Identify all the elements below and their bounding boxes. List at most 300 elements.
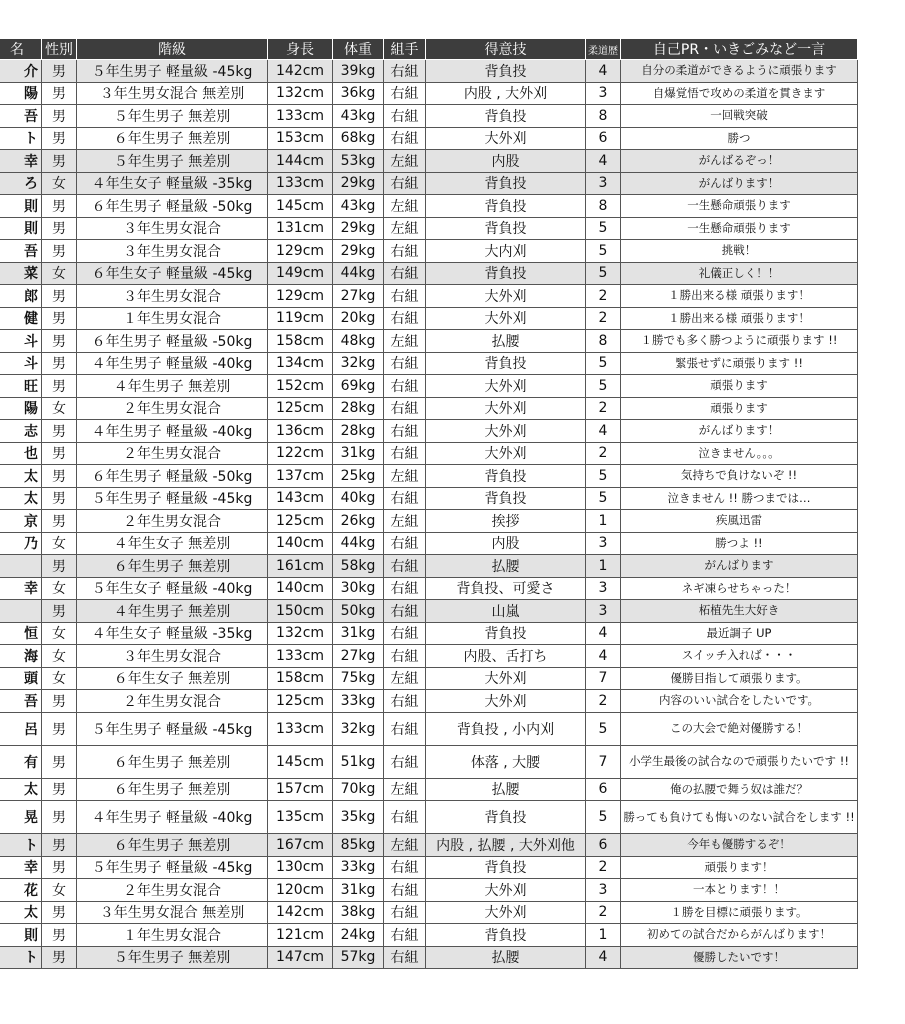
- player-height: 167cm: [268, 834, 333, 857]
- player-experience: 5: [586, 712, 621, 745]
- header-experience: 柔道歴: [586, 39, 621, 60]
- player-division: ４年生男子 軽量級 -40kg: [77, 352, 268, 375]
- player-sex: 男: [42, 60, 77, 83]
- player-height: 136cm: [268, 420, 333, 443]
- player-name: ろ: [0, 172, 42, 195]
- player-sex: 男: [42, 420, 77, 443]
- player-comment: この大会で絶対優勝する！: [621, 712, 858, 745]
- player-sex: 男: [42, 600, 77, 623]
- player-technique: 背負投: [426, 105, 586, 128]
- player-comment: １勝出来る様 頑張ります！: [621, 307, 858, 330]
- player-division: ６年生男子 無差別: [77, 834, 268, 857]
- player-weight: 70kg: [333, 778, 384, 801]
- player-grip: 左組: [384, 195, 426, 218]
- player-comment: 小学生最後の試合なので頑張りたいです !!: [621, 745, 858, 778]
- player-grip: 左組: [384, 778, 426, 801]
- player-experience: 6: [586, 127, 621, 150]
- player-sex: 男: [42, 465, 77, 488]
- player-sex: 男: [42, 856, 77, 879]
- player-weight: 38kg: [333, 901, 384, 924]
- player-name: 健: [0, 307, 42, 330]
- player-experience: 3: [586, 172, 621, 195]
- player-weight: 57kg: [333, 946, 384, 969]
- table-row: [0, 667, 858, 690]
- player-comment: 優勝したいです！: [621, 946, 858, 969]
- player-comment: 柘植先生大好き: [621, 600, 858, 623]
- player-experience: 6: [586, 834, 621, 857]
- player-experience: 4: [586, 150, 621, 173]
- player-division: ３年生男女混合: [77, 240, 268, 263]
- player-sex: 男: [42, 127, 77, 150]
- player-grip: 右組: [384, 82, 426, 105]
- player-comment: 内容のいい試合をしたいです。: [621, 690, 858, 713]
- player-experience: 5: [586, 801, 621, 834]
- player-technique: 内股、舌打ち: [426, 645, 586, 668]
- player-experience: 1: [586, 924, 621, 947]
- player-height: 130cm: [268, 856, 333, 879]
- player-grip: 右組: [384, 924, 426, 947]
- player-comment: １勝を目標に頑張ります。: [621, 901, 858, 924]
- player-experience: 2: [586, 307, 621, 330]
- player-height: 122cm: [268, 442, 333, 465]
- table-row: [0, 924, 858, 947]
- player-name: 斗: [0, 352, 42, 375]
- player-sex: 男: [42, 105, 77, 128]
- player-technique: 大外刈: [426, 127, 586, 150]
- player-comment: 頑張ります！: [621, 856, 858, 879]
- player-technique: 払腰: [426, 946, 586, 969]
- player-comment: 初めての試合だからがんばります！: [621, 924, 858, 947]
- table-row: [0, 82, 858, 105]
- player-sex: 男: [42, 745, 77, 778]
- player-height: 152cm: [268, 375, 333, 398]
- player-height: 121cm: [268, 924, 333, 947]
- table-row: [0, 105, 858, 128]
- player-experience: 2: [586, 397, 621, 420]
- player-sex: 男: [42, 555, 77, 578]
- player-experience: 8: [586, 195, 621, 218]
- player-weight: 27kg: [333, 285, 384, 308]
- player-experience: 2: [586, 856, 621, 879]
- player-technique: 内股 , 払腰 , 大外刈他: [426, 834, 586, 857]
- table-row: [0, 555, 858, 578]
- player-comment: がんばります！: [621, 172, 858, 195]
- table-row: [0, 375, 858, 398]
- player-weight: 20kg: [333, 307, 384, 330]
- player-name: 郎: [0, 285, 42, 308]
- player-height: 120cm: [268, 879, 333, 902]
- header-rank: 階級: [77, 39, 268, 60]
- player-comment: 一生懸命頑張ります: [621, 217, 858, 240]
- player-sex: 男: [42, 352, 77, 375]
- table-row: [0, 442, 858, 465]
- player-sex: 男: [42, 82, 77, 105]
- player-division: ５年生男子 無差別: [77, 150, 268, 173]
- player-name: 晃: [0, 801, 42, 834]
- player-comment: 礼儀正しく！！: [621, 262, 858, 285]
- table-row: [0, 600, 858, 623]
- player-technique: 背負投: [426, 352, 586, 375]
- player-experience: 7: [586, 667, 621, 690]
- table-row: [0, 487, 858, 510]
- player-experience: 5: [586, 375, 621, 398]
- player-height: 143cm: [268, 487, 333, 510]
- player-division: ２年生男女混合: [77, 879, 268, 902]
- player-name: 恒: [0, 622, 42, 645]
- player-grip: 右組: [384, 285, 426, 308]
- player-sex: 女: [42, 645, 77, 668]
- player-weight: 31kg: [333, 622, 384, 645]
- table-row: [0, 397, 858, 420]
- table-row: [0, 307, 858, 330]
- player-division: ６年生男子 無差別: [77, 555, 268, 578]
- table-row: [0, 745, 858, 778]
- player-grip: 右組: [384, 946, 426, 969]
- player-technique: 背負投: [426, 195, 586, 218]
- player-division: ２年生男女混合: [77, 690, 268, 713]
- player-grip: 左組: [384, 330, 426, 353]
- player-grip: 右組: [384, 901, 426, 924]
- player-technique: 大外刈: [426, 307, 586, 330]
- table-row: [0, 217, 858, 240]
- player-experience: 8: [586, 105, 621, 128]
- player-experience: 5: [586, 465, 621, 488]
- player-experience: 4: [586, 645, 621, 668]
- player-weight: 51kg: [333, 745, 384, 778]
- player-name: 有: [0, 745, 42, 778]
- player-technique: 大外刈: [426, 375, 586, 398]
- player-technique: 大外刈: [426, 397, 586, 420]
- player-height: 125cm: [268, 510, 333, 533]
- player-division: ２年生男女混合: [77, 442, 268, 465]
- player-name: 志: [0, 420, 42, 443]
- player-sex: 男: [42, 778, 77, 801]
- player-comment: 一回戦突破: [621, 105, 858, 128]
- header-grip: 組手: [384, 39, 426, 60]
- player-grip: 右組: [384, 127, 426, 150]
- player-sex: 男: [42, 375, 77, 398]
- player-comment: がんばります: [621, 555, 858, 578]
- player-name: 吾: [0, 690, 42, 713]
- player-weight: 75kg: [333, 667, 384, 690]
- player-grip: 左組: [384, 667, 426, 690]
- player-name: 幸: [0, 856, 42, 879]
- player-division: ５年生女子 軽量級 -40kg: [77, 577, 268, 600]
- player-sex: 男: [42, 901, 77, 924]
- player-name: 花: [0, 879, 42, 902]
- player-comment: 勝つ: [621, 127, 858, 150]
- player-division: ６年生男子 無差別: [77, 778, 268, 801]
- player-height: 145cm: [268, 195, 333, 218]
- player-technique: 大外刈: [426, 690, 586, 713]
- player-sex: 女: [42, 397, 77, 420]
- player-sex: 女: [42, 172, 77, 195]
- player-experience: 4: [586, 622, 621, 645]
- player-technique: 大外刈: [426, 667, 586, 690]
- player-sex: 男: [42, 801, 77, 834]
- player-name: 京: [0, 510, 42, 533]
- player-name: 幸: [0, 577, 42, 600]
- player-technique: 内股: [426, 150, 586, 173]
- table-row: [0, 946, 858, 969]
- player-weight: 48kg: [333, 330, 384, 353]
- player-experience: 1: [586, 510, 621, 533]
- player-name: ト: [0, 127, 42, 150]
- player-grip: 右組: [384, 577, 426, 600]
- roster-body: [0, 60, 858, 969]
- header-weight: 体重: [333, 39, 384, 60]
- player-comment: 優勝目指して頑張ります。: [621, 667, 858, 690]
- player-height: 157cm: [268, 778, 333, 801]
- player-technique: 内股 , 大外刈: [426, 82, 586, 105]
- player-comment: 最近調子 UP: [621, 622, 858, 645]
- player-name: 陽: [0, 397, 42, 420]
- player-height: 158cm: [268, 667, 333, 690]
- player-division: ６年生女子 無差別: [77, 667, 268, 690]
- player-weight: 53kg: [333, 150, 384, 173]
- player-name: 則: [0, 924, 42, 947]
- player-comment: がんばります！: [621, 420, 858, 443]
- player-division: ３年生男女混合 無差別: [77, 901, 268, 924]
- player-name: 乃: [0, 532, 42, 555]
- player-grip: 右組: [384, 105, 426, 128]
- player-comment: 気持ちで負けないぞ !!: [621, 465, 858, 488]
- table-row: [0, 510, 858, 533]
- player-comment: 頑張ります: [621, 375, 858, 398]
- player-sex: 男: [42, 946, 77, 969]
- table-row: [0, 712, 858, 745]
- table-row: [0, 645, 858, 668]
- player-experience: 3: [586, 532, 621, 555]
- player-experience: 5: [586, 262, 621, 285]
- player-technique: 内股: [426, 532, 586, 555]
- player-height: 142cm: [268, 901, 333, 924]
- player-grip: 右組: [384, 645, 426, 668]
- player-experience: 6: [586, 778, 621, 801]
- player-weight: 29kg: [333, 217, 384, 240]
- player-height: 129cm: [268, 285, 333, 308]
- player-name: 介: [0, 60, 42, 83]
- roster-table: [0, 38, 858, 969]
- header-sex: 性別: [42, 39, 77, 60]
- table-row: [0, 172, 858, 195]
- player-name: ト: [0, 946, 42, 969]
- player-division: ６年生男子 軽量級 -50kg: [77, 330, 268, 353]
- player-experience: 2: [586, 901, 621, 924]
- player-comment: がんばるぞっ！: [621, 150, 858, 173]
- player-grip: 右組: [384, 690, 426, 713]
- player-experience: 5: [586, 240, 621, 263]
- player-technique: 背負投: [426, 856, 586, 879]
- player-division: ６年生男子 無差別: [77, 745, 268, 778]
- player-technique: 大内刈: [426, 240, 586, 263]
- player-name: 頭: [0, 667, 42, 690]
- player-weight: 36kg: [333, 82, 384, 105]
- table-row: [0, 778, 858, 801]
- player-sex: 男: [42, 712, 77, 745]
- player-technique: 払腰: [426, 555, 586, 578]
- player-name: 則: [0, 195, 42, 218]
- player-division: １年生男女混合: [77, 307, 268, 330]
- player-division: ２年生男女混合: [77, 397, 268, 420]
- table-row: [0, 330, 858, 353]
- player-height: 153cm: [268, 127, 333, 150]
- player-weight: 28kg: [333, 420, 384, 443]
- player-name: 太: [0, 465, 42, 488]
- player-technique: 大外刈: [426, 901, 586, 924]
- player-sex: 男: [42, 240, 77, 263]
- player-weight: 27kg: [333, 645, 384, 668]
- player-height: 125cm: [268, 690, 333, 713]
- player-sex: 女: [42, 262, 77, 285]
- player-division: ３年生男女混合 無差別: [77, 82, 268, 105]
- player-division: ５年生男子 無差別: [77, 105, 268, 128]
- player-experience: 3: [586, 82, 621, 105]
- player-comment: スイッチ入れば・・・: [621, 645, 858, 668]
- player-weight: 32kg: [333, 712, 384, 745]
- player-height: 133cm: [268, 172, 333, 195]
- player-height: 125cm: [268, 397, 333, 420]
- player-grip: 右組: [384, 856, 426, 879]
- player-experience: 8: [586, 330, 621, 353]
- player-experience: 3: [586, 577, 621, 600]
- player-division: ４年生男子 無差別: [77, 375, 268, 398]
- player-experience: 3: [586, 600, 621, 623]
- player-comment: 泣きません !! 勝つまでは…: [621, 487, 858, 510]
- player-grip: 右組: [384, 532, 426, 555]
- header-pr: 自己PR・いきごみなど一言: [621, 39, 858, 60]
- player-height: 133cm: [268, 712, 333, 745]
- player-weight: 40kg: [333, 487, 384, 510]
- player-comment: 自分の柔道ができるように頑張ります: [621, 60, 858, 83]
- player-grip: 左組: [384, 217, 426, 240]
- player-division: ６年生女子 軽量級 -45kg: [77, 262, 268, 285]
- player-technique: 体落 , 大腰: [426, 745, 586, 778]
- player-technique: 大外刈: [426, 420, 586, 443]
- table-row: [0, 801, 858, 834]
- player-sex: 男: [42, 924, 77, 947]
- player-sex: 女: [42, 622, 77, 645]
- player-technique: 背負投: [426, 487, 586, 510]
- player-name: 陽: [0, 82, 42, 105]
- player-technique: 背負投: [426, 924, 586, 947]
- player-sex: 男: [42, 307, 77, 330]
- player-division: ５年生男子 軽量級 -45kg: [77, 487, 268, 510]
- player-height: 161cm: [268, 555, 333, 578]
- player-name: 旺: [0, 375, 42, 398]
- player-weight: 31kg: [333, 879, 384, 902]
- player-experience: 4: [586, 60, 621, 83]
- player-technique: 背負投: [426, 217, 586, 240]
- player-experience: 7: [586, 745, 621, 778]
- player-height: 137cm: [268, 465, 333, 488]
- player-comment: 今年も優勝するぞ！: [621, 834, 858, 857]
- table-row: [0, 262, 858, 285]
- player-weight: 32kg: [333, 352, 384, 375]
- player-comment: 一本とります！！: [621, 879, 858, 902]
- player-technique: 挨拶: [426, 510, 586, 533]
- header-name: 名: [0, 39, 42, 60]
- player-grip: 右組: [384, 442, 426, 465]
- player-weight: 35kg: [333, 801, 384, 834]
- table-row: [0, 127, 858, 150]
- player-division: ４年生女子 無差別: [77, 532, 268, 555]
- player-comment: ネギ凍らせちゃった！: [621, 577, 858, 600]
- player-sex: 女: [42, 577, 77, 600]
- player-weight: 44kg: [333, 262, 384, 285]
- header-height: 身長: [268, 39, 333, 60]
- player-height: 133cm: [268, 105, 333, 128]
- player-grip: 右組: [384, 352, 426, 375]
- player-grip: 右組: [384, 600, 426, 623]
- player-sex: 女: [42, 667, 77, 690]
- player-name: 菜: [0, 262, 42, 285]
- player-technique: 背負投: [426, 172, 586, 195]
- player-weight: 26kg: [333, 510, 384, 533]
- player-grip: 左組: [384, 465, 426, 488]
- player-experience: 4: [586, 946, 621, 969]
- player-sex: 女: [42, 532, 77, 555]
- player-weight: 43kg: [333, 105, 384, 128]
- player-grip: 右組: [384, 375, 426, 398]
- player-height: 144cm: [268, 150, 333, 173]
- table-row: [0, 285, 858, 308]
- player-weight: 30kg: [333, 577, 384, 600]
- player-weight: 28kg: [333, 397, 384, 420]
- table-row: [0, 420, 858, 443]
- player-grip: 左組: [384, 834, 426, 857]
- table-row: [0, 465, 858, 488]
- player-experience: 2: [586, 285, 621, 308]
- player-comment: 一生懸命頑張ります: [621, 195, 858, 218]
- table-row: [0, 856, 858, 879]
- player-technique: 山嵐: [426, 600, 586, 623]
- player-grip: 右組: [384, 879, 426, 902]
- player-technique: 大外刈: [426, 879, 586, 902]
- player-name: 吾: [0, 105, 42, 128]
- player-experience: 1: [586, 555, 621, 578]
- player-grip: 右組: [384, 712, 426, 745]
- player-comment: １勝出来る様 頑張ります！: [621, 285, 858, 308]
- player-technique: 背負投、可愛さ: [426, 577, 586, 600]
- player-division: ４年生女子 軽量級 -35kg: [77, 622, 268, 645]
- player-weight: 58kg: [333, 555, 384, 578]
- player-name: 太: [0, 487, 42, 510]
- player-height: 140cm: [268, 577, 333, 600]
- table-row: [0, 352, 858, 375]
- player-experience: 5: [586, 217, 621, 240]
- player-division: ４年生女子 軽量級 -35kg: [77, 172, 268, 195]
- player-name: 幸: [0, 150, 42, 173]
- player-height: 140cm: [268, 532, 333, 555]
- table-row: [0, 901, 858, 924]
- table-row: [0, 834, 858, 857]
- player-height: 149cm: [268, 262, 333, 285]
- player-grip: 右組: [384, 555, 426, 578]
- player-comment: １勝でも多く勝つように頑張ります !!: [621, 330, 858, 353]
- player-sex: 男: [42, 510, 77, 533]
- player-weight: 33kg: [333, 690, 384, 713]
- player-height: 133cm: [268, 645, 333, 668]
- player-grip: 右組: [384, 397, 426, 420]
- table-row: [0, 879, 858, 902]
- player-name: [0, 600, 42, 623]
- player-weight: 29kg: [333, 240, 384, 263]
- player-comment: 自爆覚悟で攻めの柔道を貫きます: [621, 82, 858, 105]
- player-name: ト: [0, 834, 42, 857]
- player-grip: 右組: [384, 172, 426, 195]
- player-division: ５年生男子 無差別: [77, 946, 268, 969]
